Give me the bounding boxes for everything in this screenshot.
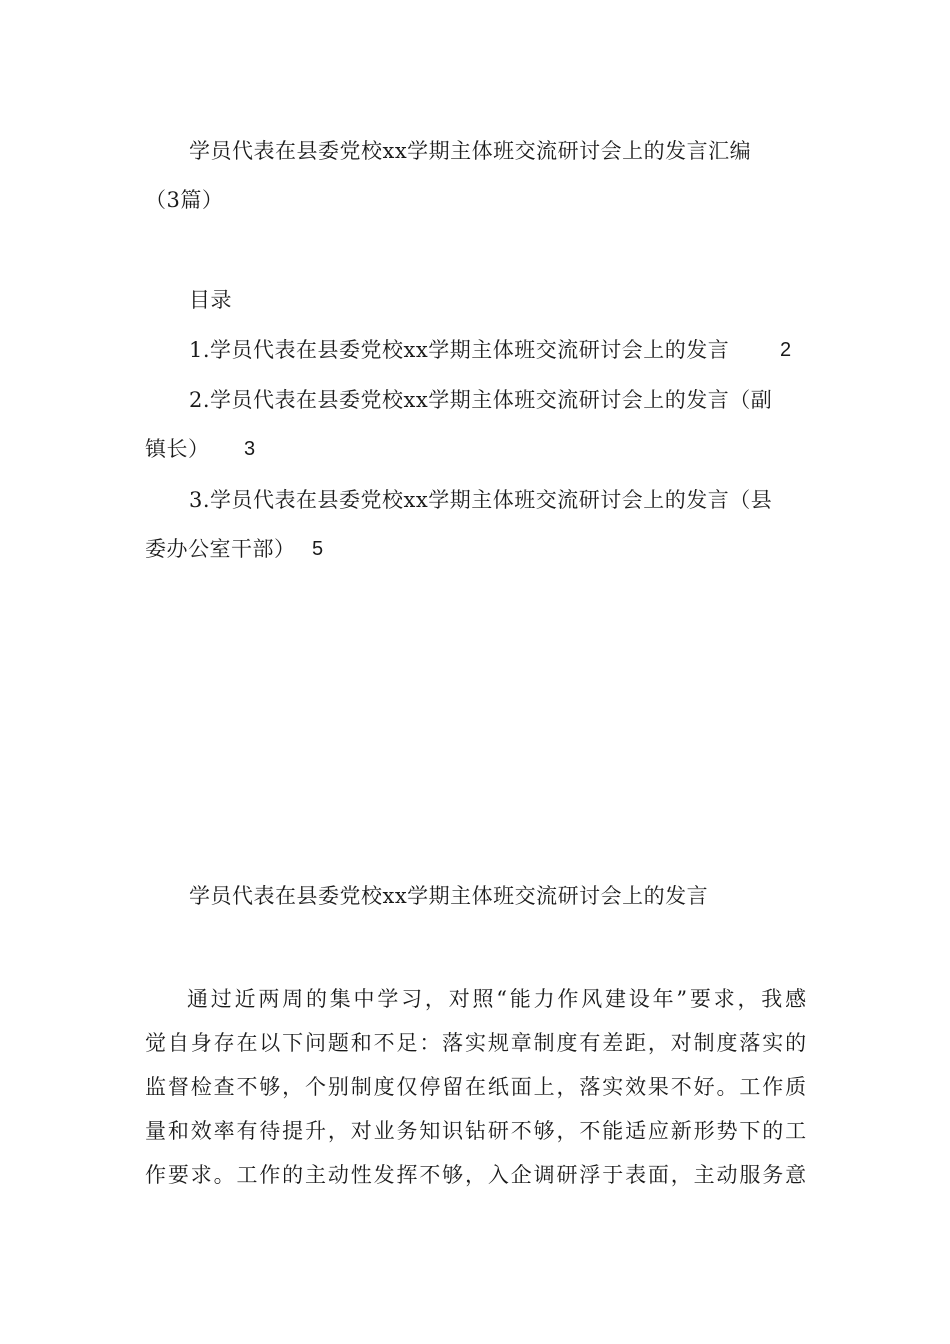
toc-entry-2-text-line-2: 镇长） (145, 437, 210, 461)
toc-entry-2-text-line-1: 2.学员代表在县委党校xx学期主体班交流研讨会上的发言（副 (189, 388, 773, 412)
paragraph-line: 作要求。工作的主动性发挥不够，入企调研浮于表面，主动服务意 (145, 1163, 807, 1187)
paragraph-line: 觉自身存在以下问题和不足：落实规章制度有差距，对制度落实的 (145, 1031, 807, 1055)
toc-entry-3-text-line-2: 委办公室干部） (145, 537, 296, 561)
toc-entry-2-page: 3 (244, 438, 256, 460)
paragraph-line: 量和效率有待提升，对业务知识钻研不够，不能适应新形势下的工 (145, 1119, 807, 1143)
document-title-line-2: （3篇） (145, 188, 224, 212)
toc-entry-3-text-line-1: 3.学员代表在县委党校xx学期主体班交流研讨会上的发言（县 (189, 488, 773, 512)
section-heading: 学员代表在县委党校xx学期主体班交流研讨会上的发言 (189, 884, 709, 908)
toc-entry-1-page: 2 (780, 339, 792, 361)
toc-entry-3-page: 5 (312, 538, 324, 560)
document-title-line-1: 学员代表在县委党校xx学期主体班交流研讨会上的发言汇编 (189, 139, 752, 163)
paragraph-line: 通过近两周的集中学习，对照“能力作风建设年”要求，我感 (187, 987, 807, 1011)
toc-heading: 目录 (189, 288, 232, 312)
body-paragraph (145, 977, 807, 1197)
paragraph-line: 监督检查不够，个别制度仅停留在纸面上，落实效果不好。工作质 (145, 1075, 807, 1099)
toc-entry-1-text: 1.学员代表在县委党校xx学期主体班交流研讨会上的发言 (189, 338, 730, 362)
